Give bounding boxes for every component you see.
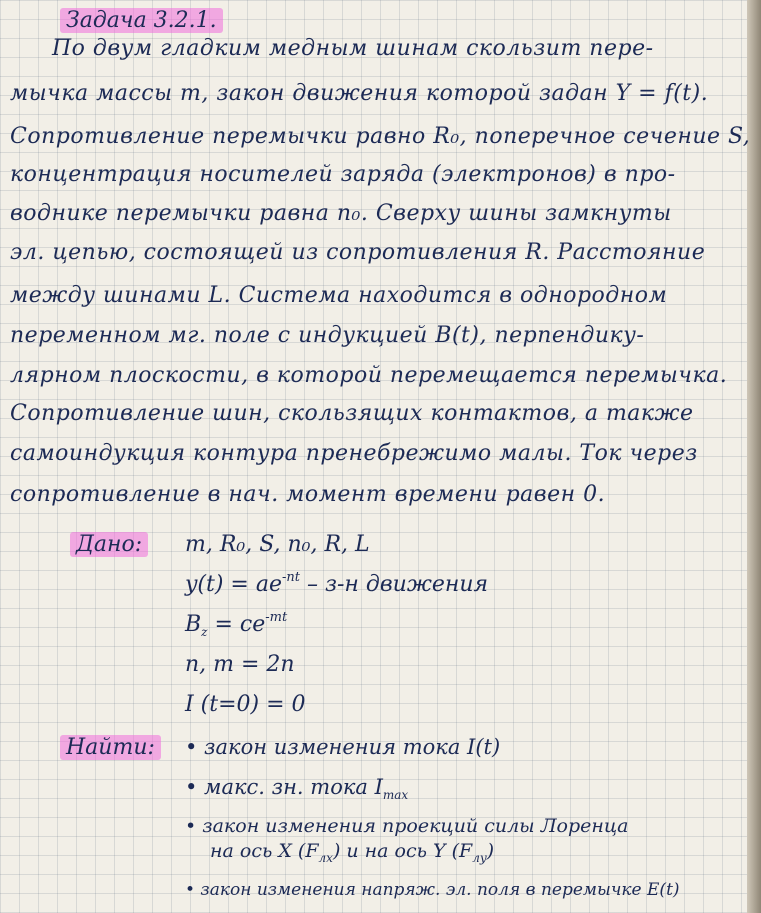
given-line-field bbox=[185, 612, 287, 637]
problem-line: эл. цепью, состоящей из сопротивления R. Расстояние bbox=[10, 240, 706, 265]
given-field-subscript: z bbox=[201, 625, 208, 639]
given-line-initial-current: I (t=0) = 0 bbox=[185, 692, 306, 717]
find-item-text: ) и на ось Y (F bbox=[332, 840, 473, 862]
find-item-subscript: лx bbox=[318, 851, 333, 865]
given-label-text: Дано: bbox=[70, 532, 148, 557]
find-item-subscript: лy bbox=[472, 851, 487, 865]
find-item-electric-field: • закон изменения напряж. эл. поля в перемычке E(t) bbox=[185, 880, 680, 900]
given-field-formula: = ce bbox=[207, 612, 266, 637]
given-motion-exponent: -nt bbox=[282, 570, 300, 585]
find-item-symbol: I bbox=[374, 775, 383, 799]
problem-line: Сопротивление шин, скользящих контактов, а также bbox=[10, 401, 694, 426]
find-item-lorentz-line2 bbox=[210, 840, 495, 865]
find-item-text: • макс. зн. тока bbox=[185, 775, 375, 799]
problem-line: мычка массы m, закон движения которой задан Y = f(t). bbox=[10, 81, 709, 106]
problem-line: переменном мг. поле с индукцией B(t), перпендику- bbox=[10, 323, 645, 348]
problem-line: По двум гладким медным шинам скользит пере- bbox=[52, 36, 654, 61]
given-motion-note: – з-н движения bbox=[300, 572, 489, 597]
find-label bbox=[60, 735, 161, 760]
problem-line: между шинами L. Система находится в однородном bbox=[10, 283, 668, 308]
problem-line: сопротивление в нач. момент времени равен 0. bbox=[10, 482, 606, 507]
problem-line: концентрация носителей заряда (электронов) в про- bbox=[10, 162, 676, 187]
find-label-text: Найти: bbox=[60, 735, 161, 760]
problem-line: самоиндукция контура пренебрежимо малы. Ток через bbox=[10, 441, 698, 466]
problem-title bbox=[60, 8, 223, 33]
problem-line: Сопротивление перемычки равно R₀, поперечное сечение S, bbox=[10, 124, 751, 149]
find-item-lorentz-line1: • закон изменения проекций силы Лоренца bbox=[185, 815, 629, 837]
given-field-symbol: B bbox=[185, 612, 202, 637]
find-item-text: • закон изменения тока bbox=[185, 735, 468, 759]
given-label bbox=[70, 532, 148, 557]
problem-title-text: Задача 3.2.1. bbox=[60, 8, 223, 33]
find-item-text: ) bbox=[486, 840, 495, 862]
find-item-symbol: I(t) bbox=[467, 735, 501, 759]
given-line-motion-law bbox=[185, 572, 488, 597]
find-item-max-current bbox=[185, 775, 409, 802]
problem-line: лярном плоскости, в которой перемещается перемычка. bbox=[10, 363, 728, 388]
find-item-subscript: max bbox=[382, 788, 409, 802]
given-line-parameters: m, R₀, S, n₀, R, L bbox=[185, 532, 370, 557]
find-item-current-law bbox=[185, 735, 500, 759]
find-item-text: на ось X (F bbox=[210, 840, 319, 862]
given-line-relation: n, m = 2n bbox=[185, 652, 295, 677]
problem-line: воднике перемычки равна n₀. Сверху шины замкнуты bbox=[10, 201, 672, 226]
given-motion-formula: y(t) = ae bbox=[185, 572, 282, 597]
given-field-exponent: -mt bbox=[265, 610, 288, 625]
